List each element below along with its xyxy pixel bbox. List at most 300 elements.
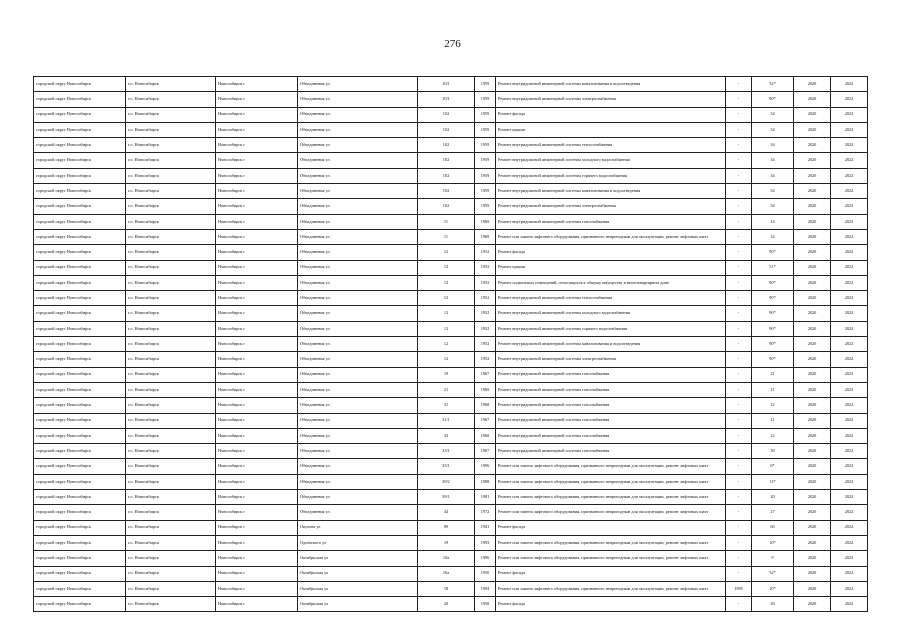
cell-municipality: городской округ Новосибирск <box>34 566 126 581</box>
cell-end-year: 2022 <box>831 168 868 183</box>
cell-amount: 34 <box>752 199 794 214</box>
cell-locality: Новосибирск г <box>216 535 298 550</box>
cell-municipality: городской округ Новосибирск <box>34 490 126 505</box>
cell-street: Объединения ул <box>298 367 418 382</box>
cell-locality: Новосибирск г <box>216 459 298 474</box>
cell-locality: Новосибирск г <box>216 260 298 275</box>
cell-locality: Новосибирск г <box>216 77 298 92</box>
cell-street: Объединения ул <box>298 444 418 459</box>
cell-house: 31 <box>418 398 475 413</box>
cell-street: Объединения ул <box>298 291 418 306</box>
cell-start-year: 2020 <box>794 199 831 214</box>
cell-end-year: 2022 <box>831 398 868 413</box>
cell-municipality: городской округ Новосибирск <box>34 535 126 550</box>
cell-amount: 90* <box>752 321 794 336</box>
cell-built-year: 1968 <box>475 398 496 413</box>
cell-amount: 90* <box>752 275 794 290</box>
cell-built-year: 1952 <box>475 275 496 290</box>
cell-house: 102 <box>418 184 475 199</box>
cell-start-year: 2020 <box>794 214 831 229</box>
cell-locality: Новосибирск г <box>216 597 298 612</box>
cell-built-year: 1959 <box>475 77 496 92</box>
cell-built-year: 1952 <box>475 337 496 352</box>
cell-work-type: Ремонт фасада <box>496 520 726 535</box>
cell-locality: Новосибирск г <box>216 474 298 489</box>
cell-street: Объединения ул <box>298 428 418 443</box>
cell-city-district: г.о. Новосибирск <box>126 382 216 397</box>
cell-street: Объединения ул <box>298 122 418 137</box>
cell-start-year: 2020 <box>794 459 831 474</box>
cell-house: 11 <box>418 214 475 229</box>
cell-house: 31/1 <box>418 413 475 428</box>
cell-work-type: Ремонт фасада <box>496 245 726 260</box>
cell-house: 12 <box>418 352 475 367</box>
cell-start-year: 2020 <box>794 306 831 321</box>
cell-built-year: 1994 <box>475 581 496 596</box>
cell-work-type: Ремонт или замена лифтового оборудования, признанного непригодным для эксплуатации, ремонт лифтовых шахт <box>496 474 726 489</box>
cell-house: 102 <box>418 107 475 122</box>
table-row <box>34 245 868 260</box>
cell-end-year: 2022 <box>831 520 868 535</box>
cell-area: - <box>726 597 752 612</box>
cell-street: Объединения ул <box>298 505 418 520</box>
cell-city-district: г.о. Новосибирск <box>126 535 216 550</box>
cell-house: 102 <box>418 138 475 153</box>
cell-end-year: 2022 <box>831 275 868 290</box>
cell-municipality: городской округ Новосибирск <box>34 597 126 612</box>
cell-locality: Новосибирск г <box>216 153 298 168</box>
cell-area: - <box>726 551 752 566</box>
cell-end-year: 2022 <box>831 107 868 122</box>
cell-municipality: городской округ Новосибирск <box>34 291 126 306</box>
cell-house: 11 <box>418 229 475 244</box>
cell-built-year: 1981 <box>475 490 496 505</box>
cell-area: 1995 <box>726 581 752 596</box>
cell-street: Объединения ул <box>298 337 418 352</box>
cell-end-year: 2022 <box>831 505 868 520</box>
cell-street: Объединения ул <box>298 413 418 428</box>
cell-city-district: г.о. Новосибирск <box>126 199 216 214</box>
cell-city-district: г.о. Новосибирск <box>126 168 216 183</box>
cell-area: - <box>726 107 752 122</box>
cell-amount: 27 <box>752 505 794 520</box>
cell-start-year: 2020 <box>794 581 831 596</box>
cell-amount: 34 <box>752 138 794 153</box>
cell-built-year: 1959 <box>475 184 496 199</box>
cell-city-district: г.о. Новосибирск <box>126 597 216 612</box>
cell-work-type: Ремонт внутридомовой инженерной системы горячего водоснабжения <box>496 168 726 183</box>
table-row <box>34 535 868 550</box>
cell-work-type: Ремонт фасада <box>496 107 726 122</box>
cell-house: 21 <box>418 382 475 397</box>
cell-start-year: 2020 <box>794 260 831 275</box>
cell-built-year: 1952 <box>475 245 496 260</box>
cell-end-year: 2022 <box>831 184 868 199</box>
cell-street: Объединения ул <box>298 490 418 505</box>
cell-city-district: г.о. Новосибирск <box>126 490 216 505</box>
cell-work-type: Ремонт или замена лифтового оборудования, признанного непригодным для эксплуатации, ремонт лифтовых шахт <box>496 505 726 520</box>
cell-municipality: городской округ Новосибирск <box>34 459 126 474</box>
cell-street: Объединения ул <box>298 459 418 474</box>
table-row <box>34 291 868 306</box>
cell-locality: Новосибирск г <box>216 306 298 321</box>
table-row <box>34 474 868 489</box>
cell-amount: 14 <box>752 229 794 244</box>
cell-street: Объединения ул <box>298 168 418 183</box>
cell-amount: 20 <box>752 490 794 505</box>
cell-amount: 11* <box>752 474 794 489</box>
cell-built-year: 1952 <box>475 291 496 306</box>
cell-city-district: г.о. Новосибирск <box>126 321 216 336</box>
cell-city-district: г.о. Новосибирск <box>126 566 216 581</box>
cell-house: 39/1 <box>418 490 475 505</box>
cell-start-year: 2020 <box>794 444 831 459</box>
cell-city-district: г.о. Новосибирск <box>126 214 216 229</box>
cell-city-district: г.о. Новосибирск <box>126 367 216 382</box>
table-body <box>34 77 868 612</box>
cell-end-year: 2022 <box>831 291 868 306</box>
cell-city-district: г.о. Новосибирск <box>126 122 216 137</box>
cell-area: - <box>726 138 752 153</box>
cell-area: - <box>726 184 752 199</box>
cell-municipality: городской округ Новосибирск <box>34 551 126 566</box>
cell-city-district: г.о. Новосибирск <box>126 520 216 535</box>
cell-built-year: 1959 <box>475 199 496 214</box>
cell-locality: Новосибирск г <box>216 138 298 153</box>
cell-end-year: 2022 <box>831 122 868 137</box>
table-row <box>34 551 868 566</box>
cell-street: Одоевского ул <box>298 535 418 550</box>
cell-city-district: г.о. Новосибирск <box>126 505 216 520</box>
cell-locality: Новосибирск г <box>216 367 298 382</box>
cell-start-year: 2020 <box>794 122 831 137</box>
cell-built-year: 1969 <box>475 214 496 229</box>
cell-amount: 10* <box>752 535 794 550</box>
table-row <box>34 352 868 367</box>
cell-municipality: городской округ Новосибирск <box>34 413 126 428</box>
cell-end-year: 2022 <box>831 153 868 168</box>
cell-built-year: 1968 <box>475 428 496 443</box>
table-row <box>34 382 868 397</box>
cell-municipality: городской округ Новосибирск <box>34 382 126 397</box>
cell-amount: 34 <box>752 153 794 168</box>
cell-house: 102 <box>418 122 475 137</box>
cell-work-type: Ремонт внутридомовой инженерной системы газоснабжения <box>496 382 726 397</box>
cell-locality: Новосибирск г <box>216 581 298 596</box>
cell-city-district: г.о. Новосибирск <box>126 306 216 321</box>
cell-work-type: Ремонт или замена лифтового оборудования, признанного непригодным для эксплуатации, ремонт лифтовых шахт <box>496 581 726 596</box>
cell-locality: Новосибирск г <box>216 122 298 137</box>
cell-built-year: 1952 <box>475 260 496 275</box>
cell-amount: 10* <box>752 581 794 596</box>
cell-city-district: г.о. Новосибирск <box>126 291 216 306</box>
cell-city-district: г.о. Новосибирск <box>126 551 216 566</box>
table-row <box>34 566 868 581</box>
cell-amount: 52* <box>752 566 794 581</box>
cell-city-district: г.о. Новосибирск <box>126 398 216 413</box>
table-row <box>34 306 868 321</box>
cell-area: - <box>726 398 752 413</box>
cell-locality: Новосибирск г <box>216 337 298 352</box>
cell-city-district: г.о. Новосибирск <box>126 413 216 428</box>
cell-start-year: 2020 <box>794 337 831 352</box>
cell-amount: 90* <box>752 306 794 321</box>
cell-start-year: 2020 <box>794 352 831 367</box>
table-row <box>34 520 868 535</box>
cell-work-type: Ремонт внутридомовой инженерной системы электроснабжения <box>496 92 726 107</box>
cell-street: Объединения ул <box>298 229 418 244</box>
cell-municipality: городской округ Новосибирск <box>34 444 126 459</box>
cell-work-type: Ремонт или замена лифтового оборудования, признанного непригодным для эксплуатации, ремонт лифтовых шахт <box>496 459 726 474</box>
table-row <box>34 505 868 520</box>
cell-locality: Новосибирск г <box>216 551 298 566</box>
cell-amount: 90* <box>752 92 794 107</box>
cell-municipality: городской округ Новосибирск <box>34 398 126 413</box>
cell-locality: Новосибирск г <box>216 520 298 535</box>
cell-start-year: 2020 <box>794 367 831 382</box>
cell-area: - <box>726 168 752 183</box>
cell-end-year: 2022 <box>831 260 868 275</box>
cell-end-year: 2022 <box>831 214 868 229</box>
cell-city-district: г.о. Новосибирск <box>126 581 216 596</box>
cell-house: 12 <box>418 260 475 275</box>
cell-city-district: г.о. Новосибирск <box>126 153 216 168</box>
cell-street: Октябрьская ул <box>298 597 418 612</box>
cell-street: Объединения ул <box>298 382 418 397</box>
cell-built-year: 1959 <box>475 92 496 107</box>
cell-city-district: г.о. Новосибирск <box>126 459 216 474</box>
cell-end-year: 2022 <box>831 597 868 612</box>
cell-start-year: 2020 <box>794 168 831 183</box>
cell-street: Объединения ул <box>298 138 418 153</box>
cell-amount: 11 <box>752 382 794 397</box>
cell-built-year: 1958 <box>475 597 496 612</box>
table-row <box>34 122 868 137</box>
cell-amount: 30 <box>752 597 794 612</box>
cell-municipality: городской округ Новосибирск <box>34 214 126 229</box>
cell-municipality: городской округ Новосибирск <box>34 321 126 336</box>
cell-work-type: Ремонт или замена лифтового оборудования, признанного непригодным для эксплуатации, ремонт лифтовых шахт <box>496 229 726 244</box>
cell-house: 10а <box>418 551 475 566</box>
cell-municipality: городской округ Новосибирск <box>34 474 126 489</box>
table-row <box>34 337 868 352</box>
cell-amount: 11 <box>752 413 794 428</box>
cell-area: - <box>726 260 752 275</box>
cell-house: 10/1 <box>418 77 475 92</box>
cell-start-year: 2020 <box>794 428 831 443</box>
cell-house: 12 <box>418 337 475 352</box>
cell-end-year: 2022 <box>831 413 868 428</box>
cell-end-year: 2022 <box>831 444 868 459</box>
cell-start-year: 2020 <box>794 597 831 612</box>
cell-start-year: 2020 <box>794 520 831 535</box>
cell-municipality: городской округ Новосибирск <box>34 428 126 443</box>
cell-house: 33 <box>418 428 475 443</box>
cell-work-type: Ремонт внутридомовой инженерной системы газоснабжения <box>496 428 726 443</box>
cell-area: - <box>726 229 752 244</box>
cell-house: 35/1 <box>418 459 475 474</box>
cell-city-district: г.о. Новосибирск <box>126 138 216 153</box>
cell-city-district: г.о. Новосибирск <box>126 229 216 244</box>
cell-end-year: 2022 <box>831 229 868 244</box>
cell-street: Объединения ул <box>298 153 418 168</box>
cell-work-type: Ремонт или замена лифтового оборудования, признанного непригодным для эксплуатации, ремонт лифтовых шахт <box>496 490 726 505</box>
cell-end-year: 2022 <box>831 581 868 596</box>
cell-work-type: Ремонт внутридомовой инженерной системы канализования и водоотведения <box>496 184 726 199</box>
cell-built-year: 1988 <box>475 474 496 489</box>
cell-work-type: Ремонт внутридомовой инженерной системы холодного водоснабжения <box>496 153 726 168</box>
cell-amount: 30 <box>752 444 794 459</box>
cell-city-district: г.о. Новосибирск <box>126 275 216 290</box>
cell-work-type: Ремонт внутридомовой инженерной системы горячего водоснабжения <box>496 321 726 336</box>
cell-end-year: 2022 <box>831 382 868 397</box>
cell-municipality: городской округ Новосибирск <box>34 245 126 260</box>
cell-municipality: городской округ Новосибирск <box>34 168 126 183</box>
cell-start-year: 2020 <box>794 551 831 566</box>
cell-municipality: городской округ Новосибирск <box>34 92 126 107</box>
table-row <box>34 214 868 229</box>
cell-house: 10/1 <box>418 92 475 107</box>
cell-city-district: г.о. Новосибирск <box>126 77 216 92</box>
cell-city-district: г.о. Новосибирск <box>126 260 216 275</box>
cell-street: Объединения ул <box>298 77 418 92</box>
cell-area: - <box>726 505 752 520</box>
cell-work-type: Ремонт фасада <box>496 566 726 581</box>
cell-locality: Новосибирск г <box>216 275 298 290</box>
table-row <box>34 229 868 244</box>
cell-locality: Новосибирск г <box>216 229 298 244</box>
cell-house: 19 <box>418 367 475 382</box>
cell-locality: Новосибирск г <box>216 184 298 199</box>
table-row <box>34 398 868 413</box>
cell-locality: Новосибирск г <box>216 107 298 122</box>
cell-area: - <box>726 535 752 550</box>
cell-work-type: Ремонт внутридомовой инженерной системы электроснабжения <box>496 199 726 214</box>
table-row <box>34 92 868 107</box>
cell-built-year: 1993 <box>475 535 496 550</box>
capital-repair-table <box>33 76 868 612</box>
cell-municipality: городской округ Новосибирск <box>34 122 126 137</box>
cell-locality: Новосибирск г <box>216 291 298 306</box>
cell-house: 89 <box>418 520 475 535</box>
page-number: 276 <box>444 38 461 50</box>
cell-municipality: городской округ Новосибирск <box>34 184 126 199</box>
table-row <box>34 367 868 382</box>
cell-municipality: городской округ Новосибирск <box>34 337 126 352</box>
cell-built-year: 1967 <box>475 413 496 428</box>
cell-start-year: 2020 <box>794 505 831 520</box>
cell-house: 19 <box>418 535 475 550</box>
cell-work-type: Ремонт или замена лифтового оборудования, признанного непригодным для эксплуатации, ремонт лифтовых шахт <box>496 535 726 550</box>
cell-house: 102 <box>418 153 475 168</box>
cell-locality: Новосибирск г <box>216 413 298 428</box>
cell-city-district: г.о. Новосибирск <box>126 107 216 122</box>
cell-built-year: 1952 <box>475 306 496 321</box>
cell-amount: 90* <box>752 245 794 260</box>
table-row <box>34 459 868 474</box>
cell-end-year: 2022 <box>831 352 868 367</box>
cell-work-type: Ремонт внутридомовой инженерной системы газоснабжения <box>496 214 726 229</box>
cell-locality: Новосибирск г <box>216 444 298 459</box>
cell-municipality: городской округ Новосибирск <box>34 199 126 214</box>
cell-area: - <box>726 566 752 581</box>
cell-locality: Новосибирск г <box>216 505 298 520</box>
cell-street: Октябрьская ул <box>298 551 418 566</box>
cell-municipality: городской округ Новосибирск <box>34 581 126 596</box>
cell-built-year: 1967 <box>475 367 496 382</box>
cell-city-district: г.о. Новосибирск <box>126 428 216 443</box>
cell-start-year: 2020 <box>794 490 831 505</box>
cell-area: - <box>726 321 752 336</box>
cell-work-type: Ремонт внутридомовой инженерной системы газоснабжения <box>496 367 726 382</box>
cell-area: - <box>726 337 752 352</box>
cell-locality: Новосибирск г <box>216 168 298 183</box>
table-row <box>34 597 868 612</box>
cell-street: Объединения ул <box>298 398 418 413</box>
cell-start-year: 2020 <box>794 107 831 122</box>
cell-amount: 9 <box>752 551 794 566</box>
cell-amount: 60 <box>752 520 794 535</box>
cell-house: 12 <box>418 306 475 321</box>
cell-start-year: 2020 <box>794 92 831 107</box>
cell-amount: 34 <box>752 122 794 137</box>
cell-municipality: городской округ Новосибирск <box>34 306 126 321</box>
cell-start-year: 2020 <box>794 382 831 397</box>
cell-area: - <box>726 490 752 505</box>
cell-work-type: Ремонт или замена лифтового оборудования, признанного непригодным для эксплуатации, ремонт лифтовых шахт <box>496 551 726 566</box>
cell-end-year: 2022 <box>831 566 868 581</box>
cell-area: - <box>726 92 752 107</box>
cell-start-year: 2020 <box>794 474 831 489</box>
table-row <box>34 107 868 122</box>
cell-house: 102 <box>418 199 475 214</box>
cell-area: - <box>726 153 752 168</box>
cell-amount: 34 <box>752 184 794 199</box>
cell-built-year: 1959 <box>475 107 496 122</box>
cell-work-type: Ремонт подвальных помещений, относящихся к общему имуществу в многоквартирном доме <box>496 275 726 290</box>
cell-end-year: 2022 <box>831 306 868 321</box>
cell-work-type: Ремонт внутридомовой инженерной системы холодного водоснабжения <box>496 306 726 321</box>
cell-area: - <box>726 122 752 137</box>
cell-city-district: г.о. Новосибирск <box>126 352 216 367</box>
cell-start-year: 2020 <box>794 566 831 581</box>
table-row <box>34 77 868 92</box>
table-row <box>34 168 868 183</box>
cell-end-year: 2022 <box>831 199 868 214</box>
cell-built-year: 1952 <box>475 321 496 336</box>
cell-municipality: городской округ Новосибирск <box>34 229 126 244</box>
cell-locality: Новосибирск г <box>216 245 298 260</box>
cell-street: Октябрьская ул <box>298 566 418 581</box>
cell-work-type: Ремонт внутридомовой инженерной системы газоснабжения <box>496 398 726 413</box>
cell-city-district: г.о. Новосибирск <box>126 245 216 260</box>
cell-start-year: 2020 <box>794 153 831 168</box>
cell-work-type: Ремонт внутридомовой инженерной системы газоснабжения <box>496 444 726 459</box>
cell-area: - <box>726 77 752 92</box>
cell-work-type: Ремонт внутридомовой инженерной системы теплоснабжения <box>496 291 726 306</box>
table-row <box>34 138 868 153</box>
cell-area: - <box>726 474 752 489</box>
cell-built-year: 1969 <box>475 229 496 244</box>
cell-built-year: 1996 <box>475 459 496 474</box>
cell-start-year: 2020 <box>794 321 831 336</box>
cell-street: Объединения ул <box>298 306 418 321</box>
cell-end-year: 2022 <box>831 92 868 107</box>
cell-area: - <box>726 520 752 535</box>
cell-start-year: 2020 <box>794 77 831 92</box>
cell-work-type: Ремонт крыши <box>496 260 726 275</box>
cell-end-year: 2022 <box>831 551 868 566</box>
